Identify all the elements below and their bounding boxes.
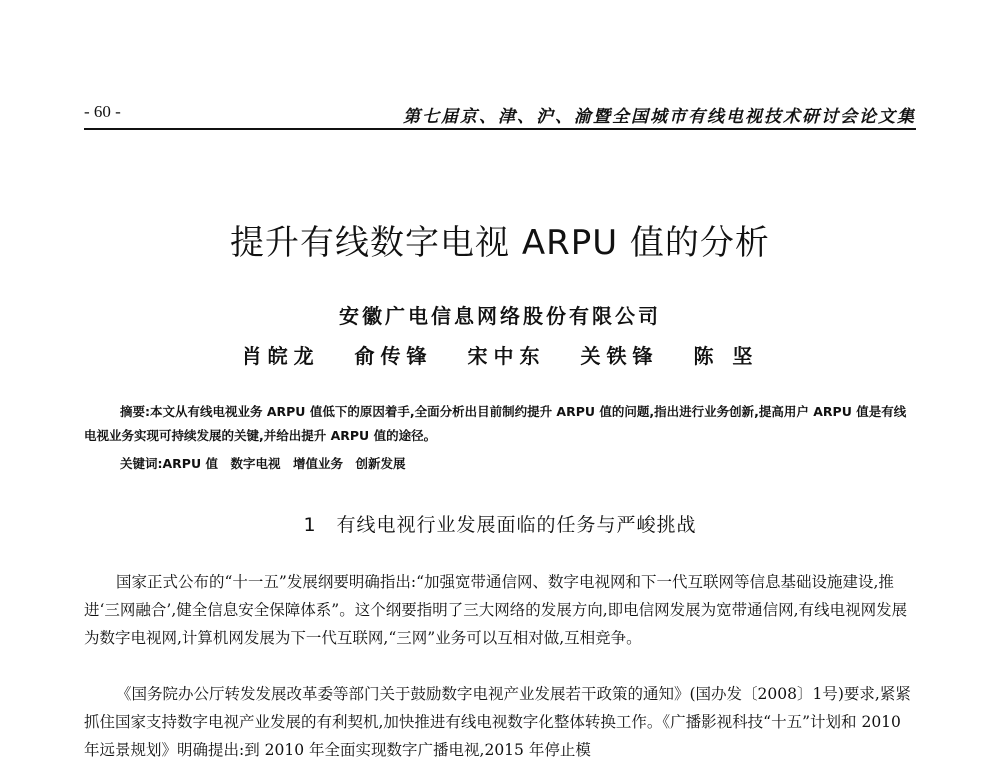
header-rule xyxy=(84,128,916,130)
running-header xyxy=(84,98,916,126)
author: 陈 坚 xyxy=(693,344,759,368)
abstract: 摘要:本文从有线电视业务 ARPU 值低下的原因着手,全面分析出目前制约提升 ARPU 值的问题,指出进行业务创新,提高用户 ARPU 值是有线电视业务实现可持续发展的关键,并给出提升 ARPU 值的途径。 xyxy=(84,404,907,443)
keywords: 关键词:ARPU 值 数字电视 增值业务 创新发展 xyxy=(120,456,406,471)
body-paragraph: 国家正式公布的“十一五”发展纲要明确指出:“加强宽带通信网、数字电视网和下一代互联网等信息基础设施建设,推进‘三网融合’,健全信息安全保障体系”。这个纲要指明了三大网络的发展方向,即电信网发展为宽带通信网,有线电视网发展为数字电视网,计算机网发展为下一代互联网,“三网”业务可以互相对做,互相竞争。 xyxy=(84,573,908,647)
organization: 安徽广电信息网络股份有限公司 xyxy=(339,304,661,328)
paper-title: 提升有线数字电视 ARPU 值的分析 xyxy=(230,223,770,263)
journal-title: 第七届京、津、沪、渝暨全国城市有线电视技术研讨会论文集 xyxy=(403,107,916,127)
section-heading: 1 有线电视行业发展面临的任务与严峻挑战 xyxy=(303,514,697,536)
author: 宋中东 xyxy=(467,344,546,368)
author: 关铁锋 xyxy=(580,344,659,368)
author-list xyxy=(0,340,1000,369)
author: 俞传锋 xyxy=(354,344,433,368)
author: 肖皖龙 xyxy=(241,344,320,368)
page-number: - 60 - xyxy=(84,102,121,121)
body-paragraph: 《国务院办公厅转发发展改革委等部门关于鼓励数字电视产业发展若干政策的通知》(国办发〔2008〕1号)要求,紧紧抓住国家支持数字电视产业发展的有利契机,加快推进有线电视数字化整体转换工作。《广播影视科技“十五”计划和 2010 年远景规划》明确提出:到 2010 年全面实现数字广播电视,2015 年停止模 xyxy=(84,685,911,759)
